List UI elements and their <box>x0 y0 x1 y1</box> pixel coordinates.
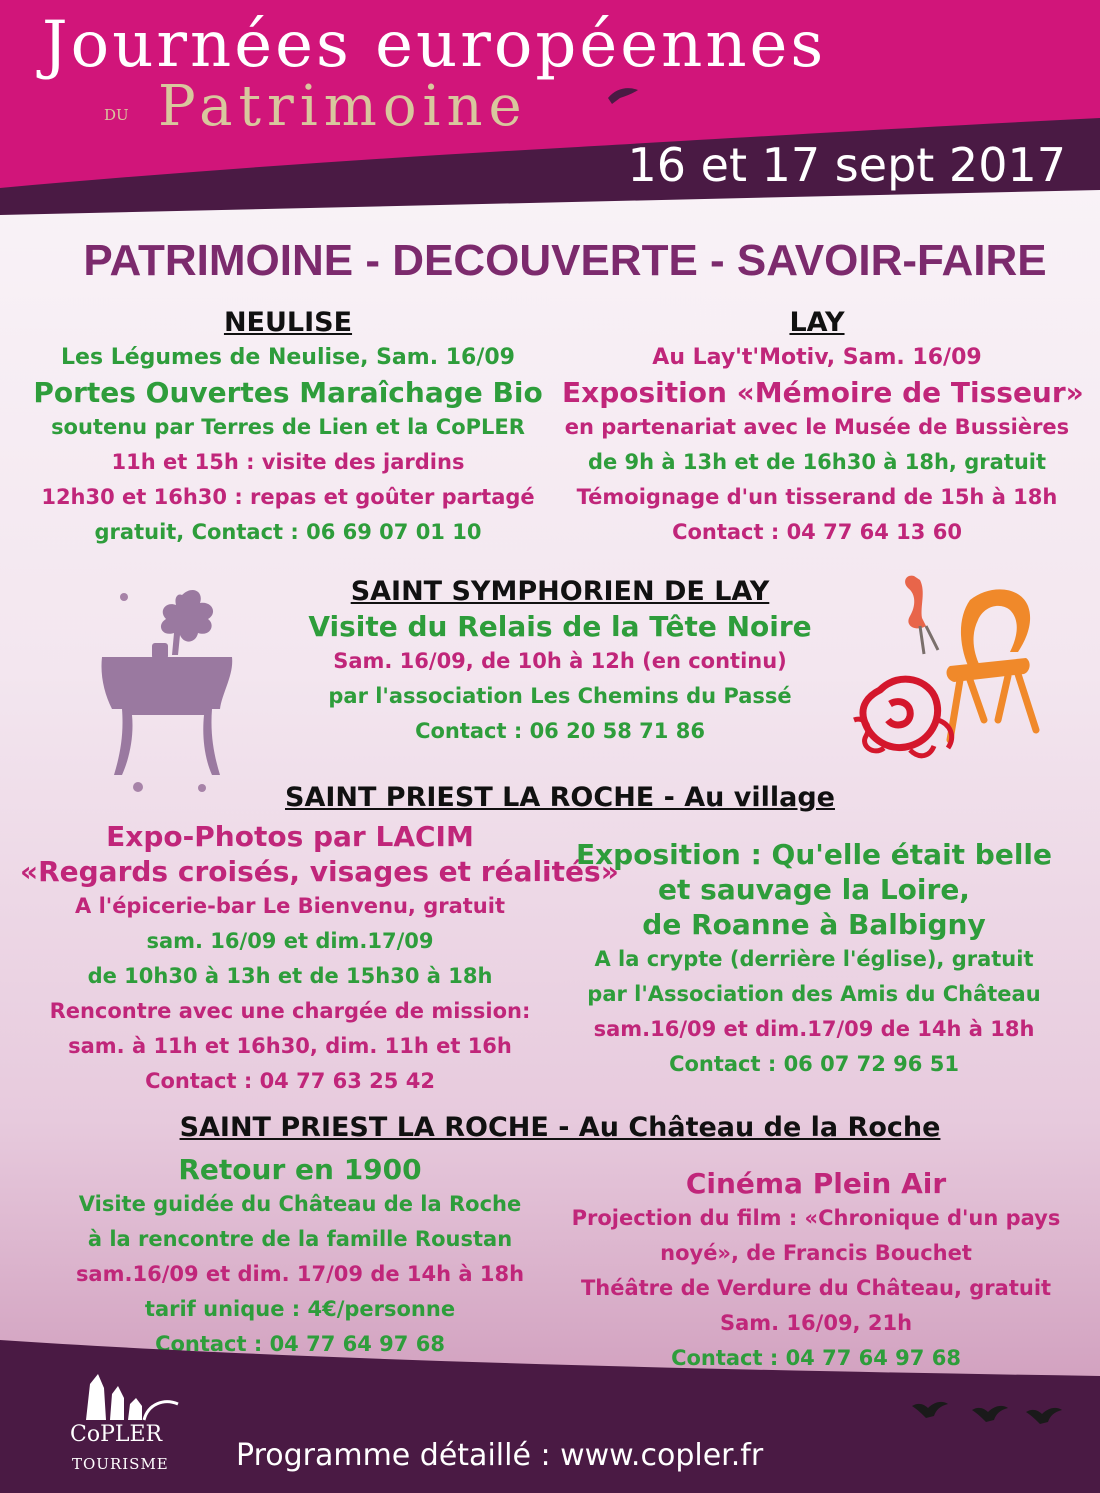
lacim-line4: Rencontre avec une chargée de mission: <box>49 999 531 1023</box>
loire-line2: par l'Association des Amis du Château <box>587 982 1041 1006</box>
logo-name: CoPLER <box>70 1422 163 1447</box>
cinema-line2: noyé», de Francis Bouchet <box>660 1241 972 1265</box>
event-title-line1: Journées européennes <box>42 8 827 82</box>
lay-line4: Témoignage d'un tisserand de 15h à 18h <box>576 485 1058 509</box>
loire-title3: de Roanne à Balbigny <box>642 908 986 941</box>
cinema-title: Cinéma Plein Air <box>685 1167 947 1200</box>
loire-title2: et sauvage la Loire, <box>658 873 970 906</box>
retour-contact: Contact : 04 77 64 97 68 <box>155 1332 445 1356</box>
neulise-line4: 12h30 et 16h30 : repas et goûter partagé <box>41 485 535 509</box>
retour-line1: Visite guidée du Château de la Roche <box>78 1192 522 1216</box>
neulise-title: Portes Ouvertes Maraîchage Bio <box>33 376 543 409</box>
loire-line1: A la crypte (derrière l'église), gratuit <box>594 947 1034 971</box>
symphorien-town: SAINT SYMPHORIEN DE LAY <box>350 576 770 607</box>
lacim-line5: sam. à 11h et 16h30, dim. 11h et 16h <box>68 1034 512 1058</box>
symphorien-line1: Sam. 16/09, de 10h à 12h (en continu) <box>333 649 787 673</box>
neulise-line2: soutenu par Terres de Lien et la CoPLER <box>51 415 525 439</box>
lay-title: Exposition «Mémoire de Tisseur» <box>562 376 1084 409</box>
loire-title1: Exposition : Qu'elle était belle <box>575 838 1053 871</box>
priest-village-town: SAINT PRIEST LA ROCHE - Au village <box>285 782 835 813</box>
cinema-line4: Sam. 16/09, 21h <box>719 1311 913 1335</box>
program-link[interactable]: Programme détaillé : www.copler.fr <box>236 1438 764 1473</box>
retour-line2: à la rencontre de la famille Roustan <box>87 1227 513 1251</box>
symphorien-contact: Contact : 06 20 58 71 86 <box>415 719 705 743</box>
neulise-line1: Les Légumes de Neulise, Sam. 16/09 <box>61 345 515 370</box>
cinema-line3: Théâtre de Verdure du Château, gratuit <box>580 1276 1052 1300</box>
lacim-line2: sam. 16/09 et dim.17/09 <box>146 929 434 953</box>
neulise-section <box>28 305 548 550</box>
bird-icon <box>606 84 640 106</box>
event-title-du: DU <box>104 106 129 124</box>
priest-chateau-heading-block <box>160 1110 960 1145</box>
neulise-contact: gratuit, Contact : 06 69 07 01 10 <box>94 520 482 544</box>
cinema-contact: Contact : 04 77 64 97 68 <box>671 1346 961 1370</box>
logo-subtitle: TOURISME <box>72 1455 169 1473</box>
event-dates: 16 et 17 sept 2017 <box>627 138 1066 192</box>
lay-town: LAY <box>789 307 845 338</box>
lacim-line1: A l'épicerie-bar Le Bienvenu, gratuit <box>75 894 505 918</box>
symphorien-line2: par l'association Les Chemins du Passé <box>328 684 792 708</box>
copler-logo-icon <box>84 1364 180 1422</box>
chair-flamingo-illustration <box>850 570 1050 780</box>
loire-line3: sam.16/09 et dim.17/09 de 14h à 18h <box>593 1017 1035 1041</box>
priest-village-heading-block <box>260 780 860 815</box>
header-banner <box>0 0 1100 215</box>
lay-line3: de 9h à 13h et de 16h30 à 18h, gratuit <box>587 450 1047 474</box>
lay-line2: en partenariat avec le Musée de Bussières <box>564 415 1070 439</box>
lacim-title2: «Regards croisés, visages et réalités» <box>20 855 619 888</box>
retour-title: Retour en 1900 <box>178 1153 422 1186</box>
loire-contact: Contact : 06 07 72 96 51 <box>669 1052 959 1076</box>
lay-line1: Au Lay't'Motiv, Sam. 16/09 <box>652 345 982 370</box>
priest-chateau-left <box>40 1152 560 1362</box>
retour-line4: tarif unique : 4€/personne <box>144 1297 456 1321</box>
lay-section <box>562 305 1084 550</box>
priest-chateau-town: SAINT PRIEST LA ROCHE - Au Château de la Roche <box>179 1112 941 1143</box>
bird-icon <box>910 1396 950 1422</box>
neulise-town: NEULISE <box>223 307 353 338</box>
table-illustration <box>92 585 242 795</box>
bird-icon <box>1024 1402 1064 1428</box>
priest-village-left <box>20 819 619 1099</box>
lacim-contact: Contact : 04 77 63 25 42 <box>145 1069 435 1093</box>
symphorien-section <box>300 574 820 749</box>
bird-icon <box>970 1400 1010 1426</box>
event-title-line2: Patrimoine <box>158 74 528 139</box>
symphorien-title: Visite du Relais de la Tête Noire <box>308 610 812 643</box>
theme-heading: PATRIMOINE - DECOUVERTE - SAVOIR-FAIRE <box>83 236 1047 285</box>
lacim-line3: de 10h30 à 13h et de 15h30 à 18h <box>87 964 493 988</box>
cinema-line1: Projection du film : «Chronique d'un pays <box>571 1206 1061 1230</box>
lacim-title1: Expo-Photos par LACIM <box>106 820 474 853</box>
neulise-line3: 11h et 15h : visite des jardins <box>111 450 465 474</box>
lay-contact: Contact : 04 77 64 13 60 <box>672 520 962 544</box>
priest-village-right <box>574 837 1054 1082</box>
retour-line3: sam.16/09 et dim. 17/09 de 14h à 18h <box>75 1262 525 1286</box>
